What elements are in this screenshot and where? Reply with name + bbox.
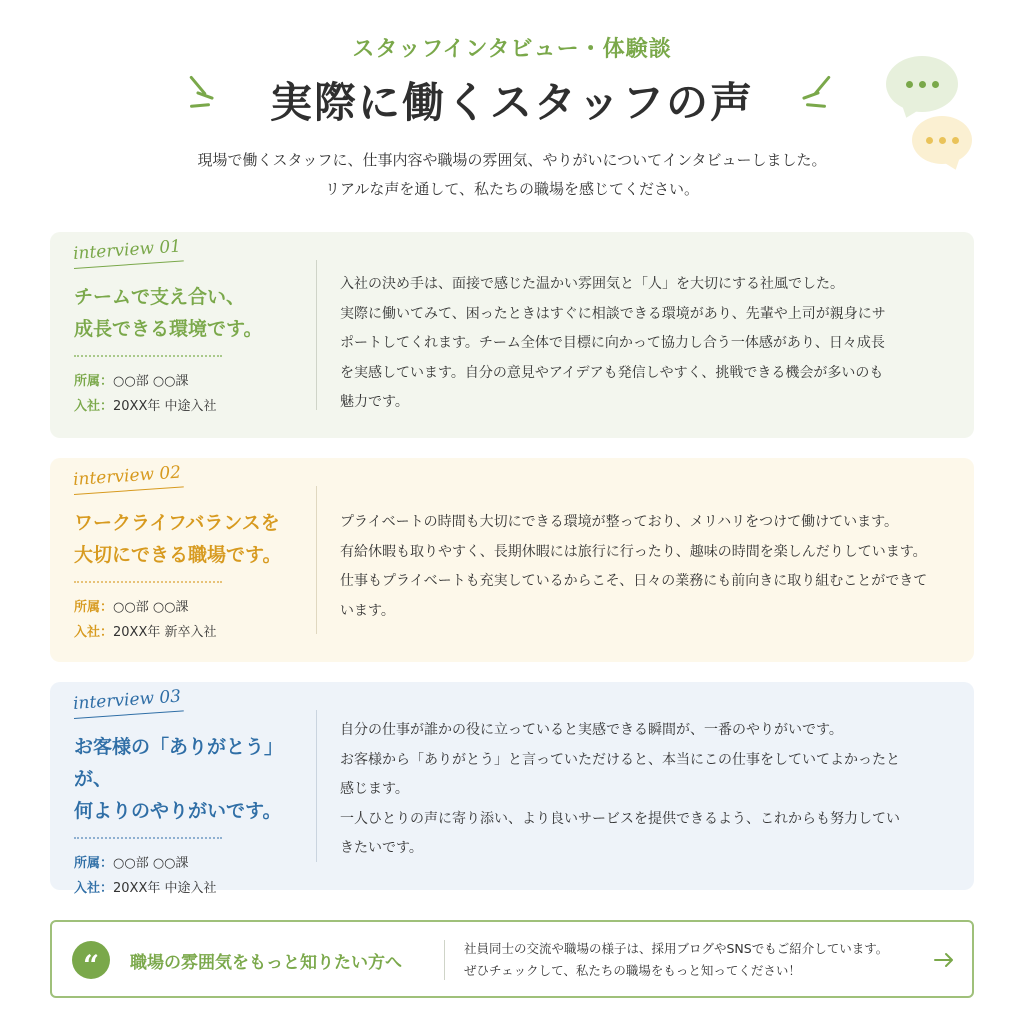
department-value: ○○部 ○○課 [113, 856, 189, 871]
joined-value: 20XX年 新卒入社 [113, 625, 217, 640]
cta-divider [444, 940, 445, 980]
staff-meta [74, 851, 314, 901]
page-subtitle: スタッフインタビュー・体験談 [352, 37, 672, 62]
staff-joined [74, 876, 314, 901]
body-line: ポートしてくれます。チーム全体で目標に向かって協力し合う一体感があり、日々成長 [340, 335, 885, 351]
department-value: ○○部 ○○課 [113, 374, 189, 389]
interview-card-profile [72, 462, 314, 645]
interview-headline [74, 731, 314, 827]
headline-line-2: 成長できる環境です。 [74, 318, 263, 340]
cta-banner[interactable] [50, 920, 974, 998]
body-line: 仕事もプライベートも充実しているからこそ、日々の業務にも前向きに取り組むことができて [340, 573, 928, 589]
interview-body [340, 270, 954, 418]
interview-headline [74, 507, 314, 571]
joined-value: 20XX年 中途入社 [113, 881, 217, 896]
staff-department [74, 595, 314, 620]
body-line: 実際に働いてみて、困ったときはすぐに相談できる環境があり、先輩や上司が親身にサ [340, 305, 886, 322]
card-divider [316, 710, 317, 862]
staff-meta [74, 369, 314, 419]
card-divider [316, 486, 317, 634]
department-label: 所属： [74, 856, 114, 871]
interview-tag: interview 02 [72, 462, 182, 491]
interview-body [340, 716, 954, 864]
interview-body [340, 508, 954, 626]
arrow-right-icon[interactable] [932, 948, 956, 972]
body-line: を実感しています。自分の意見やアイデアも発信しやすく、挑戦できる機会が多いのも [340, 364, 884, 381]
joined-value: 20XX年 中途入社 [113, 399, 217, 414]
department-label: 所属： [74, 600, 114, 615]
interview-headline [74, 281, 314, 345]
interview-card-3 [50, 682, 974, 896]
sparkle-lines-right-icon [800, 76, 840, 116]
joined-label: 入社： [74, 625, 114, 640]
dotted-divider [74, 837, 222, 839]
cta-text-line-1: 社員同士の交流や職場の様子は、採用ブログやSNSでもご紹介しています。 [464, 941, 889, 956]
department-label: 所属： [74, 374, 114, 389]
interview-tag: interview 01 [72, 236, 182, 265]
interview-tag: interview 03 [72, 686, 182, 715]
body-line: 魅力です。 [340, 394, 409, 410]
cta-text-line-2: ぜひチェックして、私たちの職場をもっと知ってください！ [464, 963, 801, 978]
joined-label: 入社： [74, 399, 114, 414]
body-line: 感じます。 [340, 781, 409, 797]
body-line: 有給休暇も取りやすく、長期休暇には旅行に行ったり、趣味の時間を楽しんだりしています。 [340, 543, 927, 560]
headline-line-1: チームで支え合い、 [74, 286, 246, 308]
page-header [0, 0, 1024, 220]
body-line: プライベートの時間も大切にできる環境が整っており、メリハリをつけて働けています。 [340, 514, 899, 530]
page-title: 実際に働くスタッフの声 [269, 78, 754, 127]
staff-department [74, 369, 314, 394]
speech-bubble-green-icon [886, 56, 958, 112]
headline-line-2: 大切にできる職場です。 [74, 544, 282, 566]
interview-card-profile [72, 236, 314, 419]
body-line: お客様から「ありがとう」と言っていただけると、本当にこの仕事をしていてよかったと [340, 751, 900, 768]
headline-line-1: ワークライフバランスを [74, 512, 280, 534]
body-line: きたいです。 [340, 840, 423, 856]
intro-line-1: 現場で働くスタッフに、仕事内容や職場の雰囲気、やりがいについてインタビューしました。 [197, 151, 827, 169]
joined-label: 入社： [74, 881, 114, 896]
headline-line-2: 何よりのやりがいです。 [74, 800, 282, 822]
body-line: 自分の仕事が誰かの役に立っていると実感できる瞬間が、一番のやりがいです。 [340, 722, 843, 738]
dotted-divider [74, 355, 222, 357]
interview-card-profile [72, 686, 314, 901]
body-line: います。 [340, 602, 395, 619]
quote-icon: “ [72, 941, 110, 979]
interview-card-1 [50, 232, 974, 438]
card-divider [316, 260, 317, 410]
headline-line-1: お客様の「ありがとう」が、 [74, 736, 284, 790]
dotted-divider [74, 581, 222, 583]
intro-line-2: リアルな声を通して、私たちの職場を感じてください。 [324, 180, 700, 198]
staff-joined [74, 394, 314, 419]
department-value: ○○部 ○○課 [113, 600, 189, 615]
staff-meta [74, 595, 314, 645]
interview-card-2 [50, 458, 974, 662]
body-line: 入社の決め手は、面接で感じた温かい雰囲気と「人」を大切にする社風でした。 [340, 276, 844, 292]
cta-text [464, 938, 924, 982]
body-line: 一人ひとりの声に寄り添い、より良いサービスを提供できるよう、これからも努力してい [340, 810, 900, 827]
staff-joined [74, 620, 314, 645]
staff-department [74, 851, 314, 876]
page-intro [0, 146, 1024, 204]
cta-title: 職場の雰囲気をもっと知りたい方へ [130, 953, 402, 973]
